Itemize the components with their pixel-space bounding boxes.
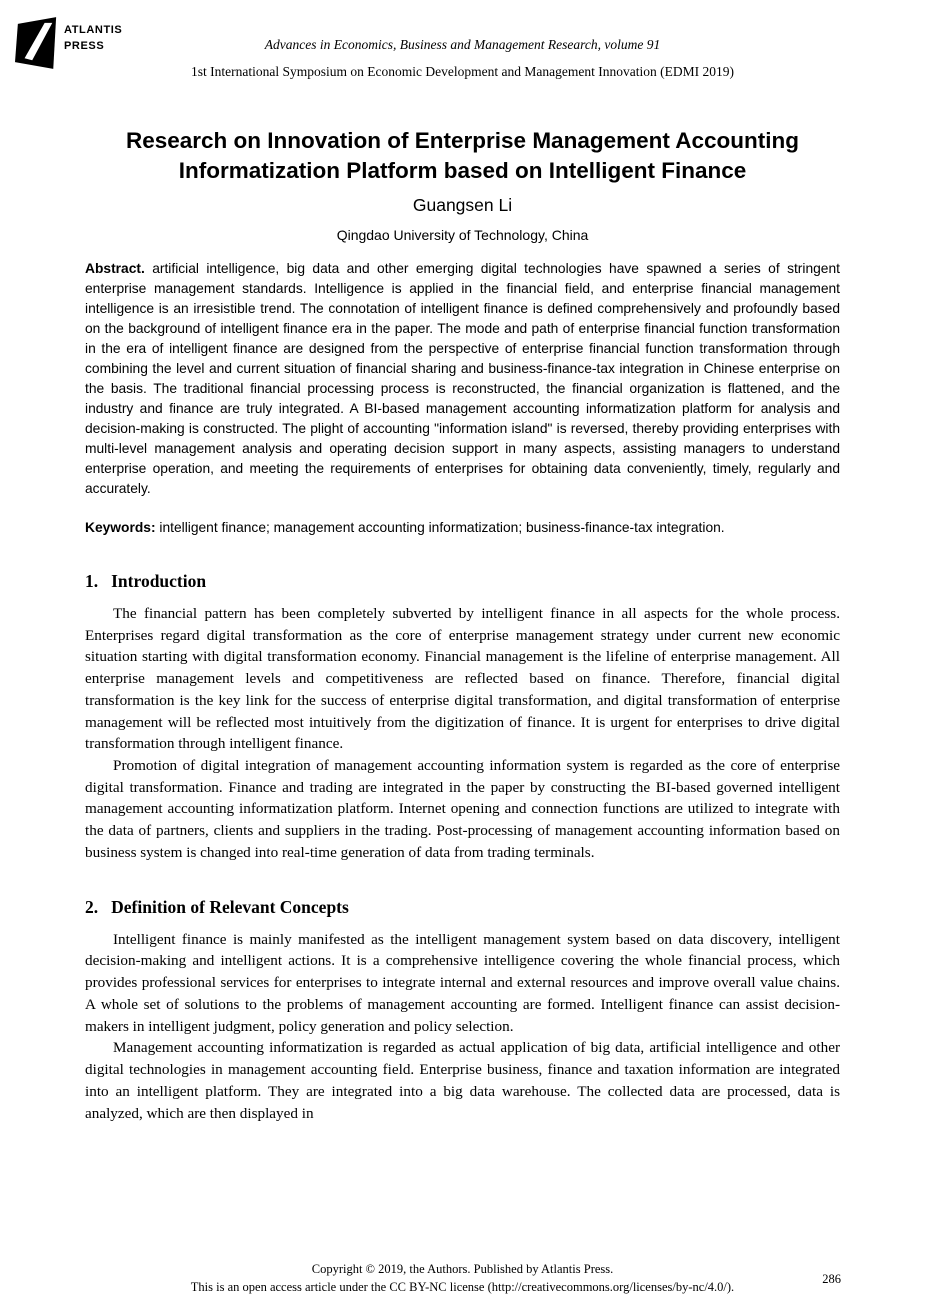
abstract-text: artificial intelligence, big data and other emerging digital technologies have spawned a series of stringent enterprise management standards. Intelligence is applied in the financial field, and enterprise financial management intelligence is an irresistible trend. The connotation of intelligent finance is defined comprehensively and profoundly based on the background of intelligent finance era in the paper. The mode and path of enterprise financial function transformation in the era of intelligent finance are designed from the perspective of enterprise financial function transformation through combining the level and current situation of financial sharing and business-finance-tax integration in Chinese enterprise on the basis. The traditional financial processing process is reconstructed, the financial organization is flattened, and the industry and finance are truly integrated. A BI-based management accounting informatization platform for analysis and decision-making is constructed. The plight of accounting "information island" is reversed, thereby providing enterprises with multi-level management analysis and operating decision support in many aspects, assisting managers to understand enterprise operation, and meeting the requirements of enterprises for obtaining data conveniently, timely, regularly and accurately.	[85, 260, 840, 496]
abstract-label: Abstract.	[85, 260, 145, 276]
keywords-label: Keywords:	[85, 519, 156, 535]
section-heading-introduction	[85, 571, 840, 592]
section-introduction	[85, 571, 840, 864]
paper-title: Research on Innovation of Enterprise Management Accounting Informatization Platform based on Intelligent Finance	[125, 128, 799, 183]
atlantis-press-logo	[15, 14, 122, 72]
atlantis-logo-mark	[15, 14, 59, 72]
conference-line: 1st International Symposium on Economic Development and Management Innovation (EDMI 2019)	[191, 64, 734, 79]
atlantis-logo-text	[64, 23, 122, 55]
section-title: Introduction	[111, 570, 207, 591]
header-meta	[85, 0, 840, 80]
body-paragraph: Management accounting informatization is regarded as actual application of big data, artificial intelligence and other digital technologies in management accounting field. Enterprise business, finance and taxation information are integrated into an intelligent platform. They are integrated into a big data warehouse. The collected data are processed, data is analyzed, which are then displayed in	[85, 1039, 840, 1122]
body-paragraph: Intelligent finance is mainly manifested as the intelligent management system based on data discovery, intelligent decision-making and intelligent actions. It is a comprehensive intelligence covering the whole financial process, which provides professional services for enterprises to integrate internal and external resources and improve overall value chains. A whole set of solutions to the problems of management accounting are formed. Intelligent finance can assist decision-makers in intelligent judgment, policy generation and policy selection.	[85, 930, 840, 1035]
body-paragraph: Promotion of digital integration of management accounting information system is regarded as the core of enterprise digital transformation. Finance and trading are integrated in the paper by constructing the BI-based governed intelligent management accounting informatization platform. Internet opening and connection functions are utilized to integrate with the data of partners, clients and suppliers in the trading. Post-processing of management accounting information based on business system is changed into real-time generation of data from trading terminals.	[85, 756, 840, 861]
page-number: 286	[822, 1272, 841, 1286]
section-number: 1.	[85, 570, 99, 591]
author-name: Guangsen Li	[412, 194, 513, 215]
section-heading-definitions	[85, 897, 840, 918]
footer	[0, 1261, 925, 1296]
section-definition-of-relevant-concepts	[85, 897, 840, 1125]
abstract-paragraph	[85, 259, 840, 499]
section-number: 2.	[85, 896, 99, 917]
keywords-paragraph	[85, 518, 840, 538]
copyright-line: Copyright © 2019, the Authors. Published by Atlantis Press.	[311, 1262, 614, 1276]
section-title: Definition of Relevant Concepts	[111, 896, 349, 917]
atlantis-logo-text-line2: PRESS	[64, 39, 105, 52]
body-paragraph: The financial pattern has been completely subverted by intelligent finance in all aspects for the whole process. Enterprises regard digital transformation as the core of enterprise management strategy under current new economic situation starting with digital transformation economy. Financial management is the lifeline of enterprise management. All enterprise management levels and competitiveness are reflected based on finance. Therefore, financial digital transformation is the key link for the success of enterprise digital transformation, and digital transformation of enterprise management will be reflected most intuitively from the digitization of finance. It is urgent for enterprises to drive digital transformation through intelligent finance.	[85, 604, 840, 753]
license-line: This is an open access article under the CC BY-NC license (http://creativecommons.org/licenses/by-nc/4.0/).	[190, 1279, 735, 1294]
keywords-text: intelligent finance; management accounting informatization; business-finance-tax integration.	[159, 519, 725, 535]
author-affiliation: Qingdao University of Technology, China	[336, 226, 589, 243]
journal-line: Advances in Economics, Business and Management Research, volume 91	[264, 37, 661, 52]
atlantis-logo-text-line1: ATLANTIS	[64, 24, 123, 36]
